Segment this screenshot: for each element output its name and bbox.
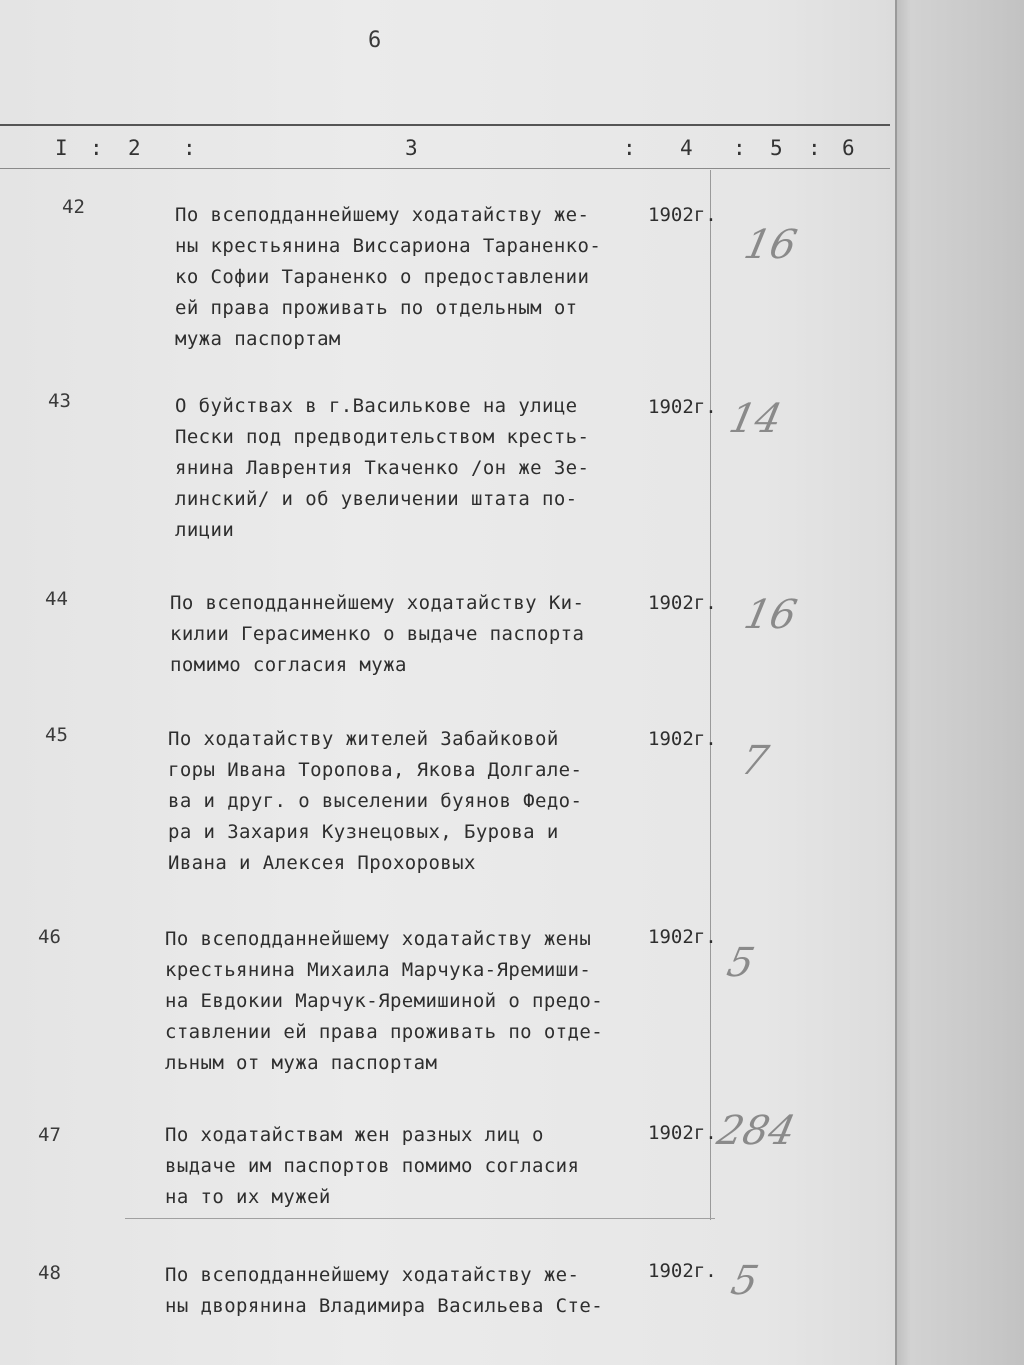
description-line: ставлении ей права проживать по отде-	[165, 1021, 604, 1043]
entry-year: 1902г.	[648, 396, 717, 418]
description-line: ны дворянина Владимира Васильева Сте-	[165, 1295, 604, 1317]
description-line: По всеподданнейшему ходатайству Ки-	[170, 592, 585, 614]
description-line: По всеподданнейшему ходатайству жены	[165, 928, 592, 950]
description-line: ко Софии Тараненко о предоставлении	[175, 266, 590, 288]
description-line: килии Герасименко о выдаче паспорта	[170, 623, 585, 645]
description-line: горы Ивана Торопова, Якова Долгале-	[168, 759, 583, 781]
handwritten-sheet-count: 14	[725, 396, 786, 442]
column-number-3: 3	[405, 136, 420, 160]
entry-number: 48	[38, 1262, 61, 1284]
column-divider	[710, 170, 711, 1220]
column-number-6: 6	[842, 136, 857, 160]
entry-description	[170, 588, 584, 681]
handwritten-sheet-count: 16	[740, 592, 801, 638]
description-line: крестьянина Михаила Марчука-Яремиши-	[165, 959, 592, 981]
description-line: мужа паспортам	[175, 328, 341, 350]
handwritten-sheet-count: 5	[723, 940, 759, 986]
description-line: на Евдокии Марчук-Яремишиной о предо-	[165, 990, 604, 1012]
description-line: Ивана и Алексея Прохоровых	[168, 852, 476, 874]
description-line: льным от мужа паспортам	[165, 1052, 438, 1074]
description-line: выдаче им паспортов помимо согласия	[165, 1155, 580, 1177]
description-line: По всеподданнейшему ходатайству же-	[165, 1264, 580, 1286]
description-line: линский/ и об увеличении штата по-	[175, 488, 578, 510]
description-line: По ходатайству жителей Забайковой	[168, 728, 559, 750]
entry-year: 1902г.	[648, 1260, 717, 1282]
description-line: ей права проживать по отдельным от	[175, 297, 578, 319]
header-bottom-rule	[0, 168, 890, 169]
entry-year: 1902г.	[648, 1122, 717, 1144]
handwritten-sheet-count: 16	[740, 222, 801, 268]
column-separator: :	[808, 136, 823, 160]
description-line: на то их мужей	[165, 1186, 331, 1208]
handwritten-sheet-count: 284	[713, 1108, 800, 1154]
entry-number: 45	[45, 724, 68, 746]
column-number-2: 2	[128, 136, 143, 160]
entry-description	[165, 1120, 579, 1213]
entry-number: 43	[48, 390, 71, 412]
header-rule	[0, 124, 890, 126]
handwritten-sheet-count: 7	[737, 738, 773, 784]
entry-description	[165, 924, 603, 1079]
description-line: Пески под предводительством кресть-	[175, 426, 590, 448]
entry-number: 42	[62, 196, 85, 218]
column-number-4: 4	[680, 136, 695, 160]
column-number-5: 5	[770, 136, 785, 160]
underlying-page	[895, 0, 1024, 1365]
handwritten-sheet-count: 5	[727, 1258, 763, 1304]
description-line: помимо согласия мужа	[170, 654, 407, 676]
entry-year: 1902г.	[648, 204, 717, 226]
entry-number: 47	[38, 1124, 61, 1146]
entry-description	[168, 724, 582, 879]
description-line: По ходатайствам жен разных лиц о	[165, 1124, 544, 1146]
page-number: 6	[368, 28, 382, 53]
entry-number: 46	[38, 926, 61, 948]
column-separator: :	[90, 136, 105, 160]
description-line: По всеподданнейшему ходатайству же-	[175, 204, 590, 226]
description-line: янина Лаврентия Ткаченко /он же Зе-	[175, 457, 590, 479]
description-line: ны крестьянина Виссариона Тараненко-	[175, 235, 602, 257]
column-separator: :	[733, 136, 748, 160]
description-line: О буйствах в г.Василькове на улице	[175, 395, 578, 417]
entry-year: 1902г.	[648, 926, 717, 948]
description-line: ва и друг. о выселении буянов Федо-	[168, 790, 583, 812]
description-line: лиции	[175, 519, 235, 541]
entry-description	[165, 1260, 603, 1322]
page-edge	[895, 0, 897, 1365]
entry-number: 44	[45, 588, 68, 610]
entry-description	[175, 391, 589, 546]
column-separator: :	[183, 136, 198, 160]
column-number-1: I	[55, 136, 70, 160]
section-rule	[125, 1218, 715, 1219]
column-separator: :	[623, 136, 638, 160]
entry-year: 1902г.	[648, 728, 717, 750]
entry-description	[175, 200, 601, 355]
description-line: ра и Захария Кузнецовых, Бурова и	[168, 821, 559, 843]
entry-year: 1902г.	[648, 592, 717, 614]
